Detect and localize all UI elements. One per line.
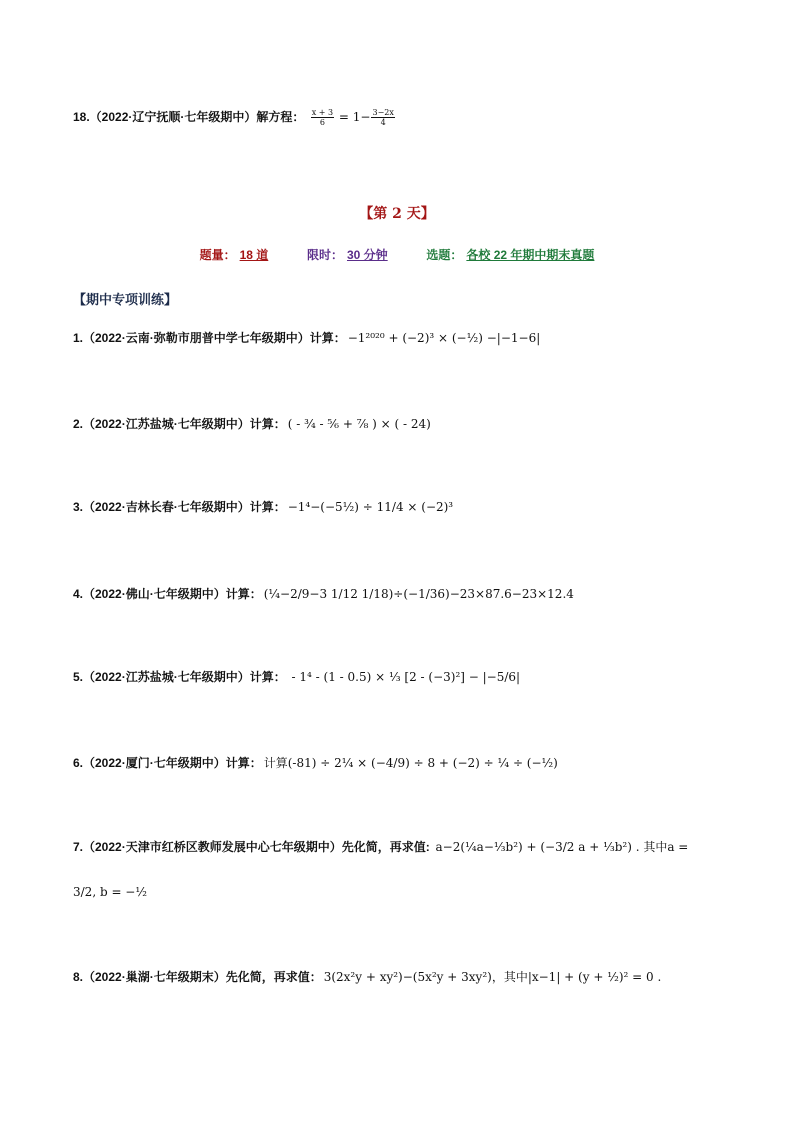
question-7: 7.（2022·天津市红桥区教师发展中心七年级期中）先化简，再求值: a−2(¼a−⅓b²) + (−3/2 a + ⅓b²) . 其中a = xyxy=(73,840,689,854)
question-5: 5.（2022·江苏盐城·七年级期中）计算： - 1⁴ - (1 - 0.5) × ⅓ [2 - (−3)²] − |−5/6| xyxy=(73,670,521,684)
question-6: 6.（2022·厦门·七年级期中）计算： 计算(-81) ÷ 2¼ × (−4/9) ÷ 8 + (−2) ÷ ¼ ÷ (−½) xyxy=(73,756,558,770)
section-title: 【期中专项训练】 xyxy=(73,292,178,307)
question-3: 3.（2022·吉林长春·七年级期中）计算： −1⁴−(−5½) ÷ 11/4 × (−2)³ xyxy=(73,500,454,514)
question-4: 4.（2022·佛山·七年级期中）计算： (¼−2/9−3 1/12 1/18)÷(−1/36)−23×87.6−23×12.4 xyxy=(73,587,574,601)
day-meta xyxy=(0,246,794,263)
question-18 xyxy=(73,107,396,127)
question-18-equation: $\frac{x + 3}{6}$ = 1− $\frac{3-2x}{4}$ xyxy=(311,108,394,127)
selection-value: 各校 22 年期中期末真题 xyxy=(466,248,595,262)
question-2: 2.（2022·江苏盐城·七年级期中）计算： ( - ¾ - ⅚ + ⅞ ) × ( - 24) xyxy=(73,417,431,431)
selection-label: 选题： xyxy=(426,248,463,262)
question-1: 1.（2022·云南·弥勒市朋普中学七年级期中）计算： −1²⁰²⁰ + (−2)³ × (−½) −|−1−6| xyxy=(73,331,541,345)
day-title: 【第 2 天】 xyxy=(359,206,435,222)
question-7-continued: 3/2, b = −½ xyxy=(73,885,147,899)
question-18-source: 18.（2022·辽宁抚顺·七年级期中）解方程： xyxy=(73,110,305,124)
question-8: 8.（2022·巢湖·七年级期末）先化简，再求值： 3(2x²y + xy²)−(5x²y + 3xy²)，其中|x−1| + (y + ½)² = 0 . xyxy=(73,970,662,984)
question-count-label: 题量： xyxy=(199,248,236,262)
question-count-value: 18 道 xyxy=(239,248,269,262)
time-limit-label: 限时： xyxy=(306,248,343,262)
time-limit-value: 30 分钟 xyxy=(346,248,388,262)
